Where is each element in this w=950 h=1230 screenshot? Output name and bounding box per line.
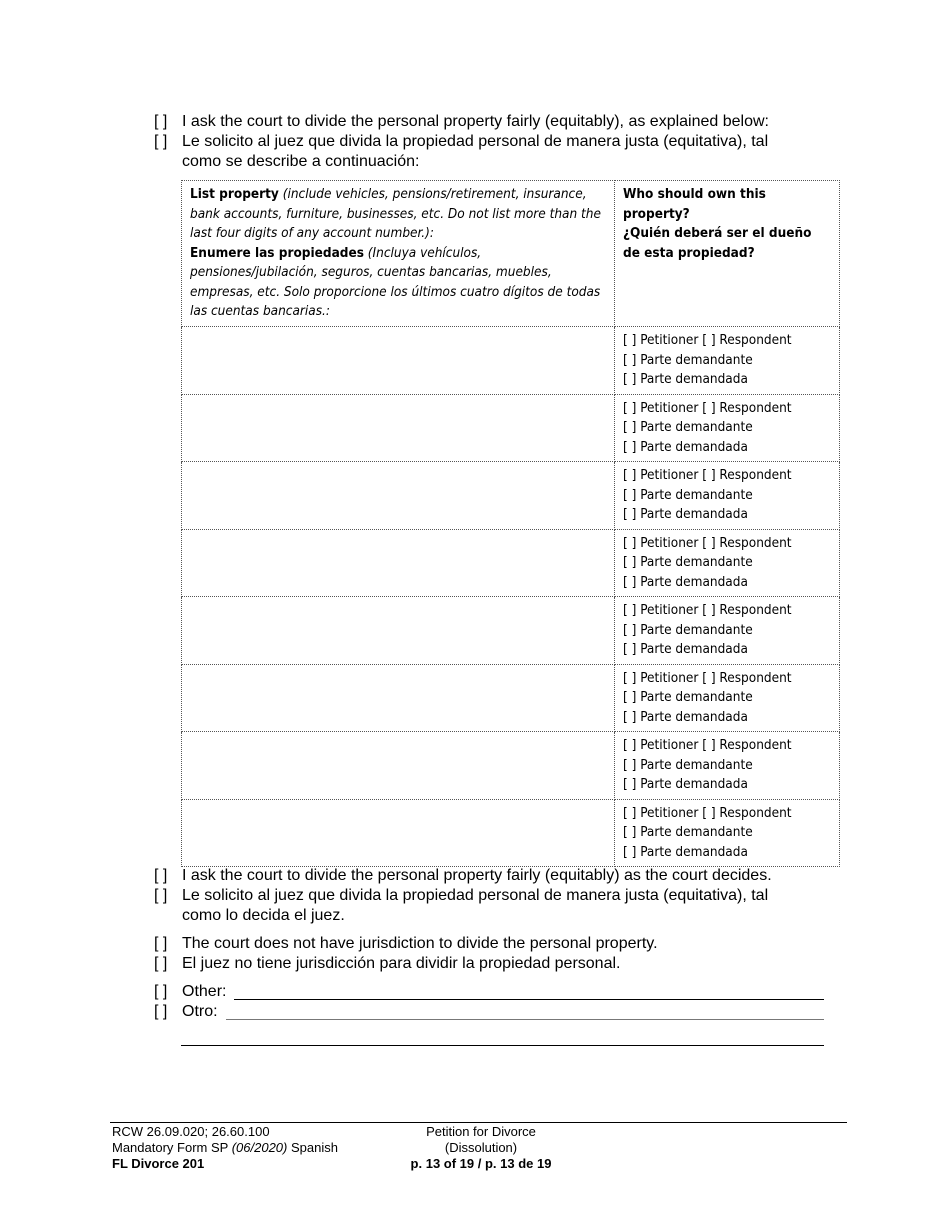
table-row [182,394,840,462]
other-input-line[interactable] [234,999,824,1000]
option-divide-as-explained [154,112,834,172]
list-property-title-en: List property [190,186,279,202]
owner-petitioner-respondent[interactable]: [ ] Petitioner [ ] Respondent [623,332,792,348]
owner-options-cell [615,462,840,530]
checkbox-equitable-explained-es[interactable]: [ ] [154,133,168,150]
footer-title-line2: (Dissolution) [444,1140,518,1155]
footer-page-number: p. 13 of 19 / p. 13 de 19 [410,1156,552,1171]
owner-petitioner-respondent[interactable]: [ ] Petitioner [ ] Respondent [623,399,792,416]
property-table [181,180,840,867]
property-description-cell[interactable] [182,394,615,462]
option-no-jurisdiction [154,934,834,974]
table-row [182,327,840,395]
owner-header [615,181,840,327]
owner-options-cell [615,529,840,597]
option-label-es: El juez no tiene jurisdicción para dividir la propiedad personal. [182,955,621,972]
option-label-en: I ask the court to divide the personal property fairly (equitably) as the court decides. [182,867,772,884]
property-description-cell[interactable] [182,799,615,867]
owner-options-cell [615,732,840,800]
owner-petitioner-respondent[interactable]: [ ] Petitioner [ ] Respondent [623,534,792,551]
owner-parte-demandante[interactable]: [ ] Parte demandante [623,824,753,840]
owner-options-cell [615,597,840,665]
property-description-cell[interactable] [182,327,615,395]
owner-header-es: ¿Quién deberá ser el dueño de esta propiedad? [623,225,812,261]
owner-parte-demandada[interactable]: [ ] Parte demandada [623,708,748,725]
owner-options-cell [615,664,840,732]
owner-parte-demandante[interactable]: [ ] Parte demandante [623,689,753,705]
option-court-decides [154,866,834,926]
list-property-note-en: (include vehicles, pensions/retirement, insurance, bank accounts, furniture, businesses, etc. Do not list more than the last four digits of any account number.): [190,186,601,241]
owner-parte-demandada[interactable]: [ ] Parte demandada [623,438,748,455]
footer-title-line1: Petition for Divorce [426,1124,536,1139]
owner-parte-demandada[interactable]: [ ] Parte demandada [623,843,748,860]
owner-parte-demandada[interactable]: [ ] Parte demandada [623,371,748,387]
option-label-en: I ask the court to divide the personal property fairly (equitably), as explained below: [182,113,769,130]
owner-petitioner-respondent[interactable]: [ ] Petitioner [ ] Respondent [623,804,792,821]
table-row [182,799,840,867]
option-other [154,982,834,1022]
checkbox-court-decides-es[interactable]: [ ] [154,887,168,904]
list-property-note-es: (Incluya vehículos, pensiones/jubilación, seguros, cuentas bancarias, muebles, empresas, etc. Solo proporcione los últimos cuatro dígitos de todas las cuentas bancarias.: [190,244,601,319]
checkbox-court-decides-en[interactable]: [ ] [154,867,168,884]
owner-parte-demandada[interactable]: [ ] Parte demandada [623,776,748,792]
owner-parte-demandante[interactable]: [ ] Parte demandante [623,419,753,435]
footer-form-type: Mandatory Form SP (06/2020) Spanish [112,1140,338,1155]
property-description-cell[interactable] [182,529,615,597]
other-label-es: Otro: [182,1003,218,1020]
footer-form-info [112,1124,338,1172]
table-row [182,732,840,800]
property-description-cell[interactable] [182,732,615,800]
owner-parte-demandante[interactable]: [ ] Parte demandante [623,554,753,570]
owner-options-cell [615,799,840,867]
otro-input-line[interactable] [226,1019,824,1020]
property-description-cell[interactable] [182,462,615,530]
owner-parte-demandada[interactable]: [ ] Parte demandada [623,506,748,522]
owner-petitioner-respondent[interactable]: [ ] Petitioner [ ] Respondent [623,467,792,483]
checkbox-no-jurisdiction-en[interactable]: [ ] [154,935,168,952]
property-description-cell[interactable] [182,597,615,665]
owner-parte-demandada[interactable]: [ ] Parte demandada [623,641,748,657]
option-label-es: Le solicito al juez que divida la propiedad personal de manera justa (equitativa), tal [182,133,769,150]
table-row [182,664,840,732]
owner-options-cell [615,394,840,462]
owner-petitioner-respondent[interactable]: [ ] Petitioner [ ] Respondent [623,737,792,753]
owner-header-en: Who should own this property? [623,186,766,222]
owner-parte-demandante[interactable]: [ ] Parte demandante [623,351,753,368]
option-label-es-continued: como lo decida el juez. [182,907,345,924]
footer-divider [110,1122,847,1123]
owner-parte-demandante[interactable]: [ ] Parte demandante [623,486,753,503]
option-label-en: The court does not have jurisdiction to divide the personal property. [182,935,658,952]
footer-statute: RCW 26.09.020; 26.60.100 [112,1124,270,1139]
option-label-es: Le solicito al juez que divida la propiedad personal de manera justa (equitativa), tal [182,887,769,904]
table-row [182,597,840,665]
footer-form-id: FL Divorce 201 [112,1156,205,1171]
table-row [182,462,840,530]
owner-options-cell [615,327,840,395]
owner-parte-demandada[interactable]: [ ] Parte demandada [623,573,748,590]
owner-parte-demandante[interactable]: [ ] Parte demandante [623,621,753,638]
option-label-es-continued: como se describe a continuación: [182,153,420,170]
checkbox-other-en[interactable]: [ ] [154,983,168,1000]
other-extra-line[interactable] [181,1045,824,1046]
footer-title [381,1124,581,1172]
table-row [182,529,840,597]
owner-parte-demandante[interactable]: [ ] Parte demandante [623,756,753,773]
checkbox-equitable-explained-en[interactable]: [ ] [154,113,168,130]
other-label-en: Other: [182,983,227,1000]
owner-petitioner-respondent[interactable]: [ ] Petitioner [ ] Respondent [623,669,792,686]
checkbox-other-es[interactable]: [ ] [154,1003,168,1020]
table-header-row [182,181,840,327]
list-property-header [182,181,615,327]
checkbox-no-jurisdiction-es[interactable]: [ ] [154,955,168,972]
owner-petitioner-respondent[interactable]: [ ] Petitioner [ ] Respondent [623,602,792,618]
property-description-cell[interactable] [182,664,615,732]
list-property-title-es: Enumere las propiedades [190,244,364,261]
